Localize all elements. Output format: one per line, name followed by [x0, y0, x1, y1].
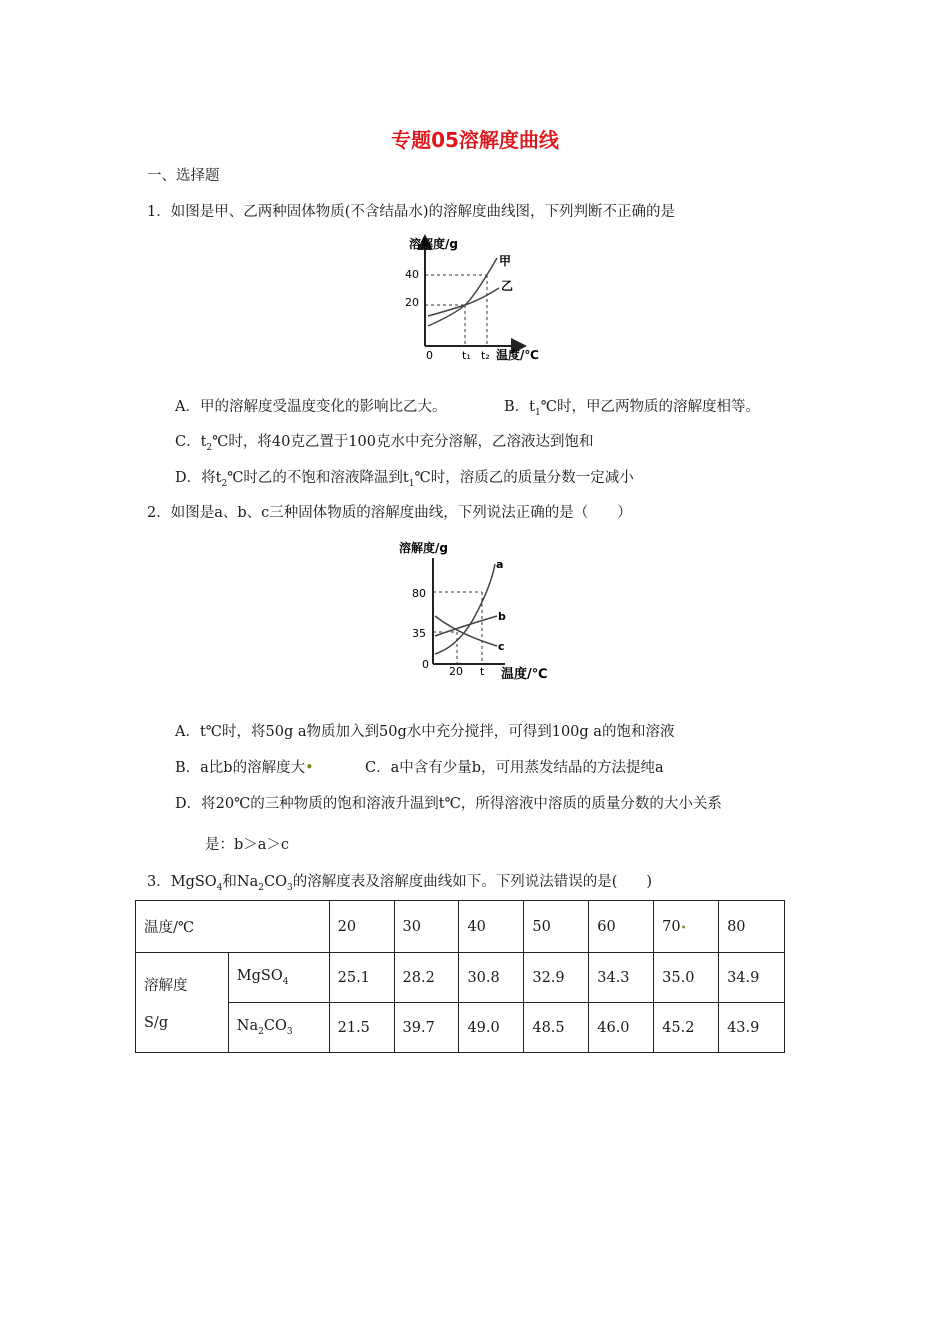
- q1-option-d: [175, 466, 634, 489]
- row-label-unit: S/g: [144, 1015, 169, 1031]
- x-tick-t1: t₁: [462, 349, 471, 362]
- q1-option-d-sub1: 2: [221, 478, 228, 489]
- origin-label: 0: [426, 349, 433, 362]
- q1-option-a-text: A．甲的溶解度受温度变化的影响比乙大。: [175, 399, 447, 415]
- q3-stem-sub1: 4: [216, 882, 223, 893]
- mgso4-sub: 4: [282, 976, 289, 987]
- q3-stem-post: 的溶解度表及溶解度曲线如下。下列说法错误的是( ): [292, 874, 653, 890]
- curve-a: [435, 564, 495, 654]
- value-cell: 25.1: [329, 953, 394, 1003]
- section-heading: 一、选择题: [147, 168, 220, 184]
- value-cell: 45.2: [654, 1003, 719, 1053]
- q3-stem: [147, 870, 652, 893]
- q3-stem-sub2: 2: [258, 882, 264, 893]
- value-cell: 32.9: [524, 953, 589, 1003]
- q3-stem-mid2: CO: [264, 874, 287, 890]
- q2-option-a: A．t℃时，将50g a物质加入到50g水中充分搅拌，可得到100g a的饱和溶液: [175, 724, 675, 740]
- temp-cell: [654, 901, 719, 953]
- q2-option-b: [175, 756, 314, 777]
- x-tick-t: t: [480, 665, 485, 678]
- y-axis-label: 溶解度/g: [399, 541, 448, 555]
- temp-cell: 60: [589, 901, 654, 953]
- x-tick-20: 20: [449, 665, 463, 678]
- value-cell: 39.7: [394, 1003, 459, 1053]
- table-header-row: [136, 901, 785, 953]
- series-label-b: b: [498, 610, 506, 623]
- q1-option-c-pre: C．t: [175, 434, 207, 450]
- temp-cell: 80: [719, 901, 785, 953]
- q1-option-d-post: ℃时，溶质乙的质量分数一定减小: [414, 470, 634, 486]
- value-cell: 43.9: [719, 1003, 785, 1053]
- curve-b: [435, 616, 497, 636]
- q2-option-b-text: B．a比b的溶解度大: [175, 760, 306, 776]
- na2co3-sub-b: 3: [286, 1026, 293, 1037]
- na2co3-sub-a: 2: [258, 1026, 264, 1037]
- y-axis-label: 溶解度/g: [409, 237, 458, 251]
- table-row-mgso4: [136, 953, 785, 1003]
- y-tick-35: 35: [412, 627, 426, 640]
- q3-stem-pre: 3．MgSO: [147, 874, 217, 890]
- temp-cell: 20: [329, 901, 394, 953]
- value-cell: 21.5: [329, 1003, 394, 1053]
- stray-dot: •: [305, 760, 314, 776]
- page-title: 专题05溶解度曲线: [391, 128, 559, 152]
- origin-label: 0: [422, 658, 429, 671]
- curve-yi: [428, 288, 499, 316]
- value-cell: 46.0: [589, 1003, 654, 1053]
- temp-cell: 30: [394, 901, 459, 953]
- q1-option-b: [504, 395, 760, 418]
- mgso4-name: MgSO: [236, 968, 283, 985]
- row-label-solubility: 溶解度: [144, 978, 188, 994]
- series-label-jia: 甲: [499, 254, 512, 268]
- q1-option-b-pre: B．t: [504, 399, 535, 415]
- value-cell: 30.8: [459, 953, 524, 1003]
- temp-cell: 50: [524, 901, 589, 953]
- value-cell: 35.0: [654, 953, 719, 1003]
- value-cell: 28.2: [394, 953, 459, 1003]
- q1-option-c: [175, 430, 594, 453]
- value-cell: 48.5: [524, 1003, 589, 1053]
- na2co3-name-a: Na: [236, 1018, 259, 1035]
- table-row-na2co3: [136, 1003, 785, 1053]
- q1-option-d-pre: D．将t: [175, 470, 222, 486]
- q3-stem-mid: 和Na: [222, 874, 259, 890]
- q2-stem: 2．如图是a、b、c三种固体物质的溶解度曲线，下列说法正确的是（ ）: [147, 505, 632, 521]
- y-tick-80: 80: [412, 587, 426, 600]
- solubility-table: [135, 900, 785, 1053]
- stray-dot: •: [680, 922, 687, 934]
- value-cell: 34.9: [719, 953, 785, 1003]
- q1-option-b-post: ℃时，甲乙两物质的溶解度相等。: [540, 399, 760, 415]
- na2co3-name-b: CO: [263, 1018, 287, 1035]
- q3-stem-sub3: 3: [286, 882, 293, 893]
- q1-option-d-sub2: 1: [408, 478, 415, 489]
- temp-cell: 40: [459, 901, 524, 953]
- y-tick-20: 20: [405, 296, 419, 309]
- substance-na2co3: [228, 1003, 329, 1053]
- q1-option-a: [175, 395, 446, 416]
- series-label-a: a: [496, 558, 504, 571]
- q2-option-d-cont: 是：b＞a＞c: [205, 837, 290, 853]
- q2-option-c: C．a中含有少量b，可用蒸发结晶的方法提纯a: [365, 760, 664, 776]
- curve-jia: [428, 258, 497, 326]
- x-axis-label: 温度/℃: [496, 348, 539, 362]
- header-label: 温度/℃: [136, 901, 330, 953]
- q1-solubility-graph: [395, 228, 555, 368]
- q1-option-b-sub: 1: [534, 407, 541, 418]
- x-tick-t2: t₂: [481, 349, 490, 362]
- q2-solubility-graph: [393, 536, 558, 691]
- y-tick-40: 40: [405, 268, 419, 281]
- series-label-c: c: [498, 640, 505, 653]
- q1-option-c-sub: 2: [206, 442, 213, 453]
- q1-option-c-post: ℃时，将40克乙置于100克水中充分溶解，乙溶液达到饱和: [212, 434, 594, 450]
- q1-option-d-mid: ℃时乙的不饱和溶液降温到t: [227, 470, 409, 486]
- value-cell: 34.3: [589, 953, 654, 1003]
- temp-70-text: 70: [662, 918, 681, 935]
- row-group-label: [136, 953, 229, 1053]
- q1-stem: 1．如图是甲、乙两种固体物质(不含结晶水)的溶解度曲线图，下列判断不正确的是: [147, 204, 676, 220]
- substance-mgso4: [228, 953, 329, 1003]
- x-axis-label: 温度/℃: [501, 667, 548, 682]
- value-cell: 49.0: [459, 1003, 524, 1053]
- q2-option-d: D．将20℃的三种物质的饱和溶液升温到t℃，所得溶液中溶质的质量分数的大小关系: [175, 796, 722, 812]
- series-label-yi: 乙: [501, 279, 514, 293]
